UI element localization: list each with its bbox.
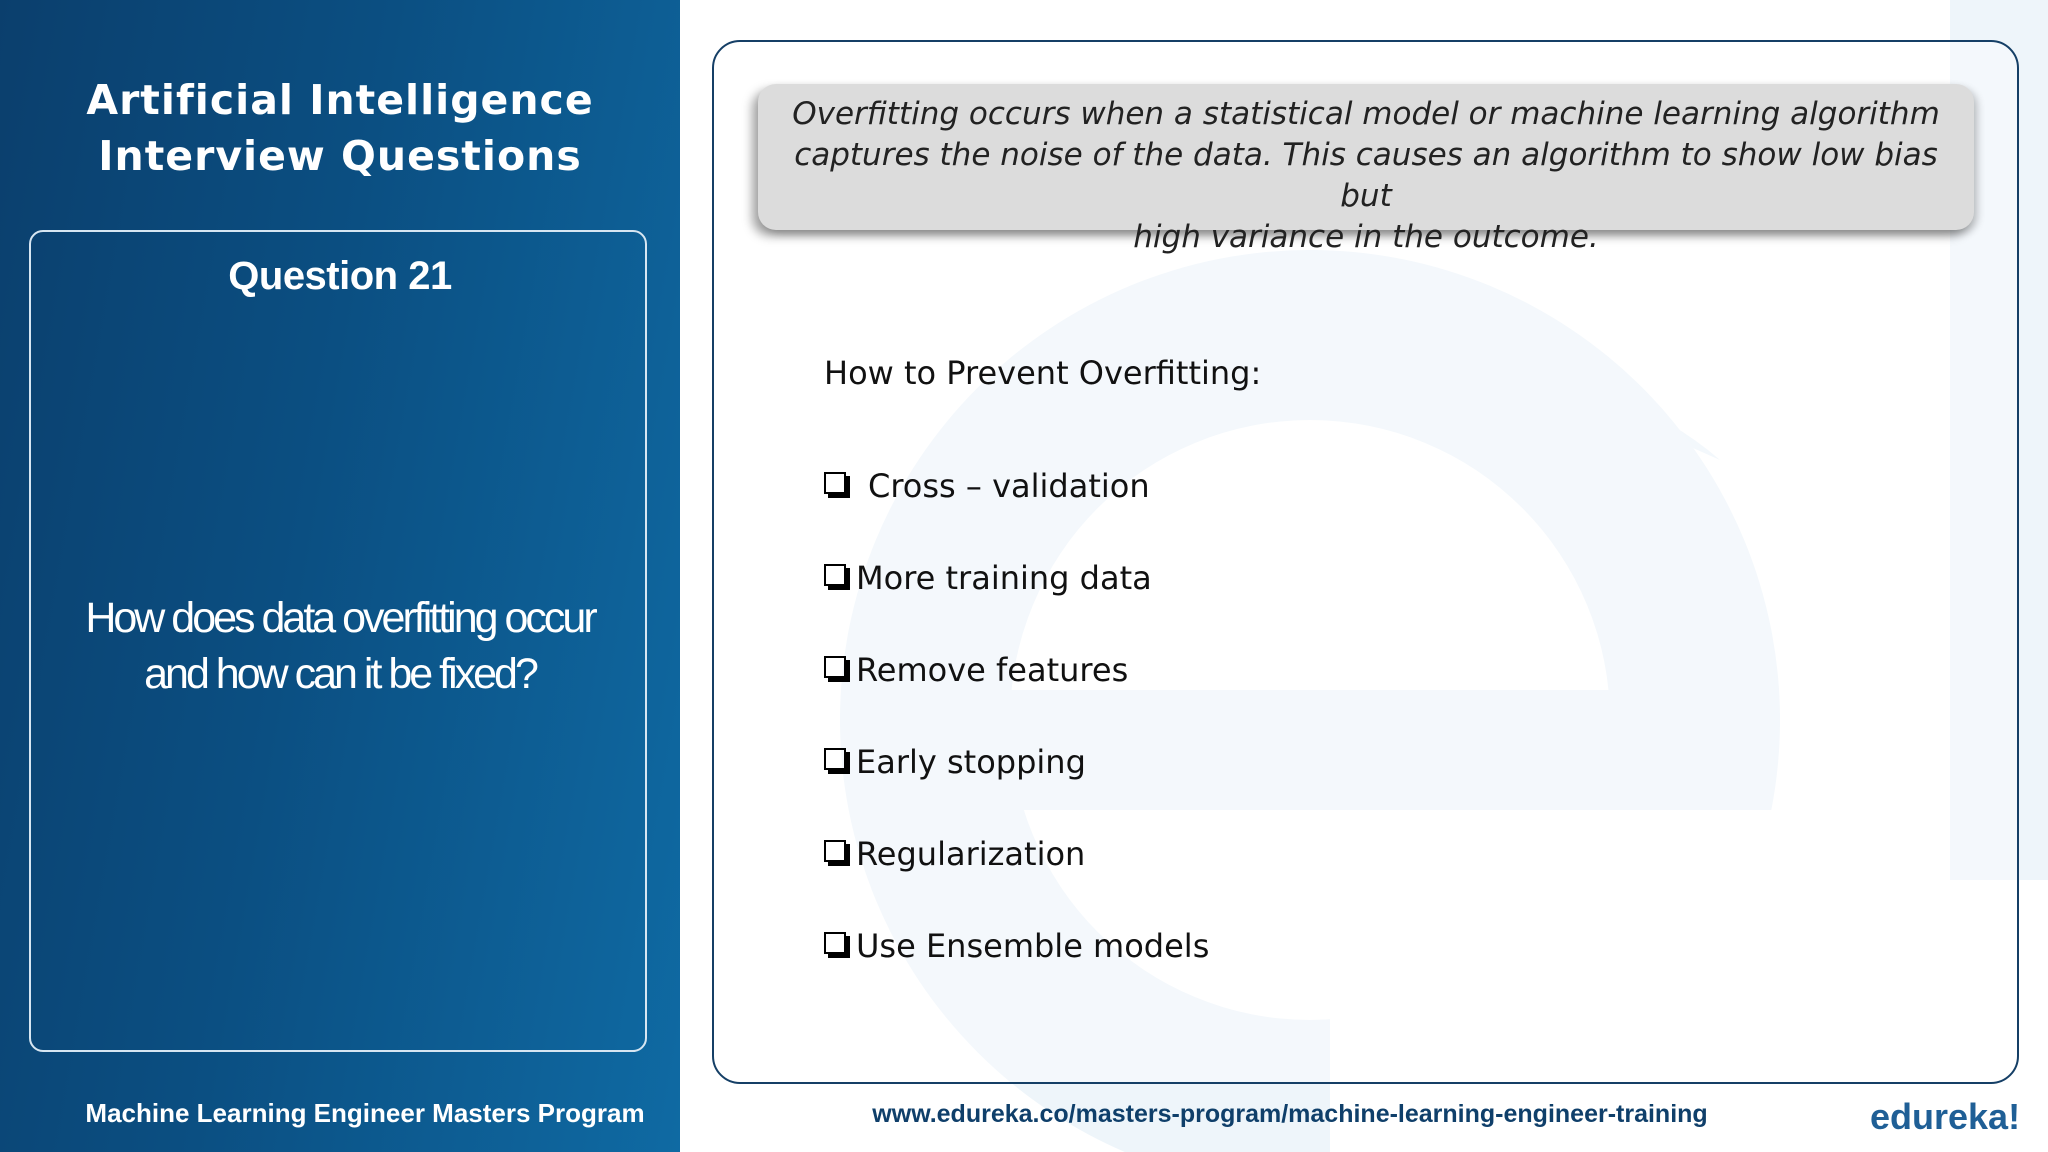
question-text-line1: How does data overfitting occur <box>85 594 595 642</box>
left-panel <box>0 0 680 1152</box>
list-item-label: Regularization <box>856 835 1086 873</box>
checkbox-bullet-icon <box>824 656 846 678</box>
checkbox-bullet-icon <box>824 932 846 954</box>
list-item-label: Cross – validation <box>868 467 1150 505</box>
prevent-heading: How to Prevent Overfitting: <box>824 354 1262 392</box>
website-url[interactable]: www.edureka.co/masters-program/machine-learning-engineer-training <box>872 1100 1708 1128</box>
list-item-label: Use Ensemble models <box>856 927 1210 965</box>
definition-line3: high variance in the outcome. <box>1133 219 1599 255</box>
list-item-label: Early stopping <box>856 743 1086 781</box>
checkbox-bullet-icon <box>824 472 846 494</box>
list-item-label: More training data <box>856 559 1152 597</box>
checkbox-bullet-icon <box>824 748 846 770</box>
prevent-list <box>824 440 1209 992</box>
list-item <box>824 440 1209 532</box>
brand-logo: edureka! <box>1870 1096 2021 1137</box>
program-name: Machine Learning Engineer Masters Program <box>85 1098 645 1128</box>
list-item <box>824 624 1209 716</box>
question-text <box>70 590 610 702</box>
deck-title-line2: Interview Questions <box>98 132 582 180</box>
question-number: Question 21 <box>228 254 452 298</box>
deck-title <box>0 72 680 184</box>
definition-line2: captures the noise of the data. This causes an algorithm to show low bias but <box>794 137 1938 214</box>
deck-title-line1: Artificial Intelligence <box>86 76 594 124</box>
checkbox-bullet-icon <box>824 564 846 586</box>
list-item <box>824 808 1209 900</box>
definition-text <box>778 94 1954 258</box>
question-text-line2: and how can it be fixed? <box>144 650 536 698</box>
list-item <box>824 716 1209 808</box>
list-item <box>824 900 1209 992</box>
list-item-label: Remove features <box>856 651 1129 689</box>
checkbox-bullet-icon <box>824 840 846 862</box>
definition-line1: Overfitting occurs when a statistical model or machine learning algorithm <box>792 96 1940 132</box>
list-item <box>824 532 1209 624</box>
